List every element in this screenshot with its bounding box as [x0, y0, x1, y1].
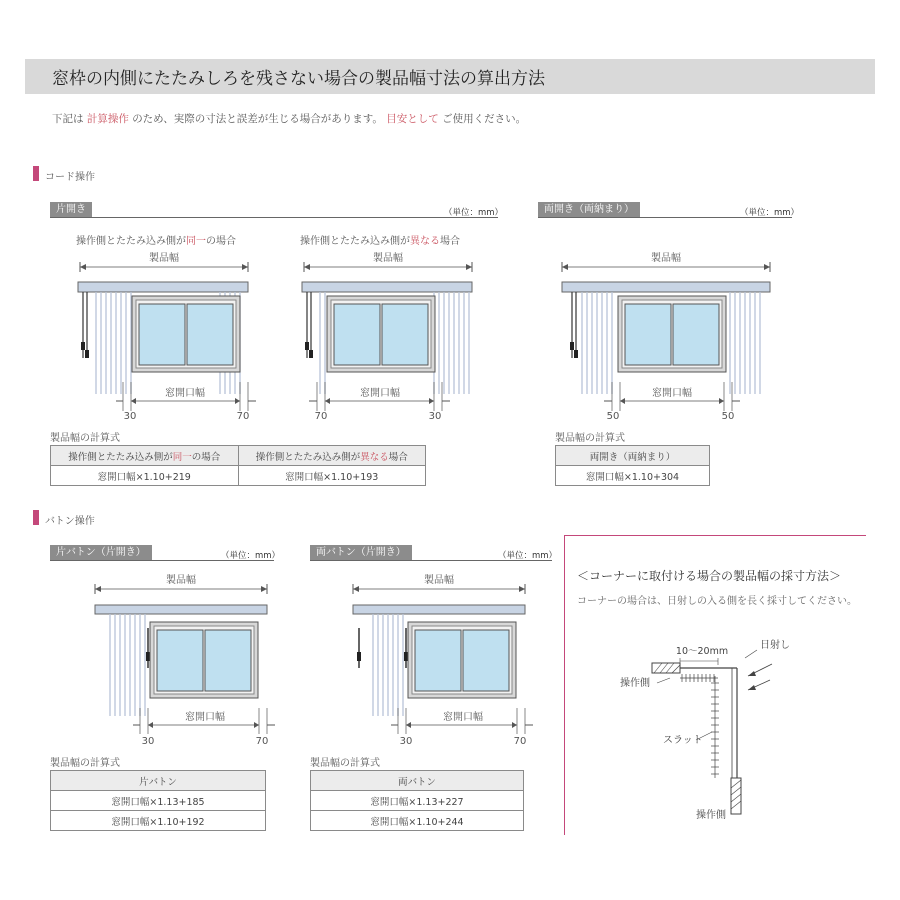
product-width-label: 製品幅	[373, 253, 403, 264]
dim-right: 70	[513, 736, 527, 747]
intro-highlight-1: 計算操作	[86, 113, 129, 125]
intro-note	[52, 111, 526, 126]
diagram-cord-different-side	[294, 246, 494, 426]
dim-left: 50	[606, 411, 620, 422]
table-header: 両開き（両納まり）	[556, 446, 710, 466]
formula-table-cord-double	[555, 445, 710, 486]
caption-highlight: 異なる	[410, 236, 440, 247]
section-label-cord: コード操作	[45, 172, 95, 183]
diagram-cord-same-side	[70, 246, 270, 426]
formula-table-cord-single	[50, 445, 426, 486]
section-marker	[33, 510, 39, 525]
tab-single-baton: 片バトン（片開き）	[50, 545, 152, 560]
caption-highlight: 同一	[186, 236, 206, 247]
page-title: 窓枠の内側にたたみしろを残さない場合の製品幅寸法の算出方法	[52, 69, 545, 89]
table-header: 操作側とたたみ込み側が同一の場合	[51, 446, 239, 466]
table-cell: 窓開口幅×1.13+227	[311, 791, 524, 811]
table-header: 操作側とたたみ込み側が異なる場合	[238, 446, 426, 466]
window-width-label: 窓開口幅	[360, 388, 400, 399]
dim-right: 70	[236, 411, 250, 422]
table-cell: 窓開口幅×1.10+193	[238, 466, 426, 486]
caption-text: 操作側とたたみ込み側が	[76, 236, 186, 247]
dim-left: 70	[314, 411, 328, 422]
product-width-label: 製品幅	[651, 253, 681, 264]
intro-text-2: のため、実際の寸法と誤差が生じる場合があります。	[132, 113, 383, 125]
window-width-label: 窓開口幅	[443, 712, 483, 723]
unit-label: （単位：mm）	[221, 551, 281, 561]
diagram-baton-single	[85, 568, 285, 748]
slat-label: スラット	[663, 735, 703, 746]
caption-different-side	[300, 232, 460, 247]
intro-text-1: 下記は	[52, 113, 84, 125]
section-label-baton: バトン操作	[45, 516, 95, 527]
table-cell: 窓開口幅×1.13+185	[51, 791, 266, 811]
corner-box-left-border	[564, 535, 565, 835]
tab-double-open: 両開き（両納まり）	[538, 202, 640, 217]
formula-title: 製品幅の計算式	[555, 433, 625, 444]
operation-side-label-bottom: 操作側	[696, 810, 726, 821]
caption-text: 場合	[440, 236, 460, 247]
section-marker	[33, 166, 39, 181]
window-width-label: 窓開口幅	[165, 388, 205, 399]
dim-right: 50	[721, 411, 735, 422]
corner-box-top-border	[564, 535, 866, 536]
product-width-label: 製品幅	[166, 575, 196, 586]
dim-left: 30	[399, 736, 413, 747]
diagram-baton-double	[343, 568, 543, 748]
intro-highlight-2: 目安として	[386, 113, 439, 125]
dim-left: 30	[123, 411, 137, 422]
intro-text-3: ご使用ください。	[442, 113, 527, 125]
table-cell: 窓開口幅×1.10+219	[51, 466, 239, 486]
dim-right: 30	[428, 411, 442, 422]
corner-diagram	[600, 628, 810, 823]
dim-right: 70	[255, 736, 269, 747]
dim-left: 30	[141, 736, 155, 747]
gap-label: 10〜20mm	[675, 646, 729, 657]
unit-label: （単位：mm）	[740, 208, 800, 218]
formula-title: 製品幅の計算式	[310, 758, 380, 769]
formula-title: 製品幅の計算式	[50, 758, 120, 769]
table-header: 片バトン	[51, 771, 266, 791]
product-width-label: 製品幅	[424, 575, 454, 586]
window-width-label: 窓開口幅	[652, 388, 692, 399]
product-width-label: 製品幅	[149, 253, 179, 264]
unit-label: （単位：mm）	[444, 208, 504, 218]
caption-same-side	[76, 232, 236, 247]
sunlight-label: 日射し	[760, 640, 790, 651]
table-cell: 窓開口幅×1.10+304	[556, 466, 710, 486]
unit-label: （単位：mm）	[498, 551, 558, 561]
caption-text: 操作側とたたみ込み側が	[300, 236, 410, 247]
corner-description: コーナーの場合は、日射しの入る側を長く採寸してください。	[577, 596, 857, 607]
diagram-cord-double-open	[552, 246, 782, 426]
tab-single-open: 片開き	[50, 202, 92, 217]
caption-text: の場合	[206, 236, 236, 247]
operation-side-label: 操作側	[620, 678, 650, 689]
table-cell: 窓開口幅×1.10+244	[311, 811, 524, 831]
formula-title: 製品幅の計算式	[50, 433, 120, 444]
formula-table-baton-double	[310, 770, 524, 831]
table-cell: 窓開口幅×1.10+192	[51, 811, 266, 831]
formula-table-baton-single	[50, 770, 266, 831]
tab-underline	[50, 217, 498, 218]
tab-double-baton: 両バトン（片開き）	[310, 545, 412, 560]
table-header: 両バトン	[311, 771, 524, 791]
corner-title: ＜コーナーに取付ける場合の製品幅の採寸方法＞	[577, 569, 842, 583]
window-width-label: 窓開口幅	[185, 712, 225, 723]
